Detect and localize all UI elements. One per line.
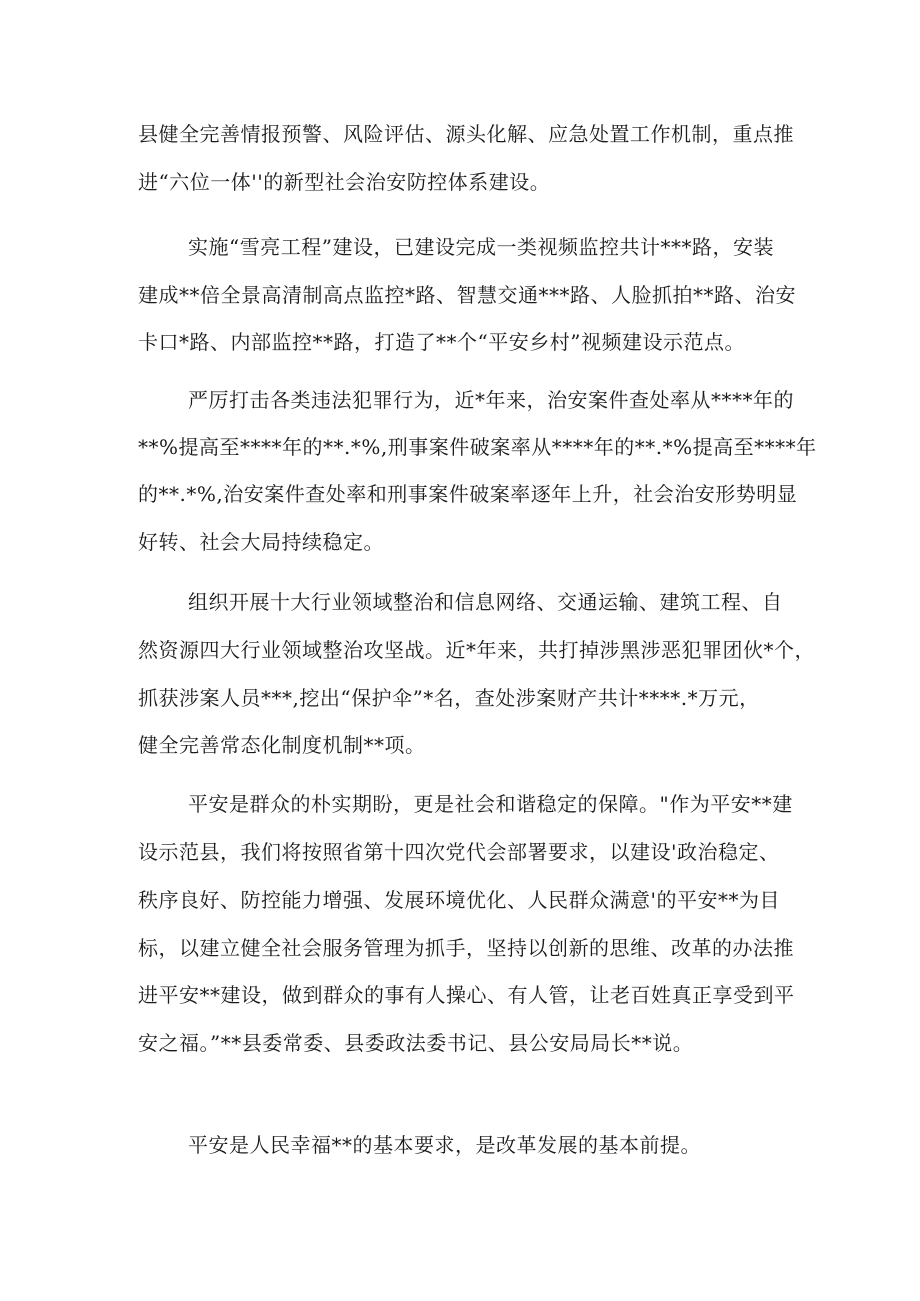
text-line: 进平安**建设，做到群众的事有人操心、有人管，让老百姓真正享受到平: [138, 983, 795, 1007]
text-line: 平安是群众的朴实期盼，更是社会和谐稳定的保障。"作为平安**建: [188, 792, 793, 816]
text-line: 设示范县，我们将按照省第十四次党代会部署要求，以建设'政治稳定、: [138, 840, 780, 864]
text-line: 组织开展十大行业领域整治和信息网络、交通运输、建筑工程、自: [188, 590, 783, 614]
text-line: 县健全完善情报预警、风险评估、源头化解、应急处置工作机制，重点推: [138, 122, 794, 146]
text-line: 严厉打击各类违法犯罪行为，近*年来，治安案件查处率从****年的: [188, 388, 794, 412]
text-line: 然资源四大行业领域整治攻坚战。近*年来，共打掉涉黑涉恶犯罪团伙*个，: [138, 638, 815, 662]
text-line: 秩序良好、防控能力增强、发展环境优化、人民群众满意'的平安**为目: [138, 888, 780, 912]
text-line: 进“六位一体''的新型社会治安防控体系建设。: [138, 170, 551, 194]
text-line: 的**.*%,治安案件查处率和刑事案件破案率逐年上升，社会治安形势明显: [138, 482, 798, 506]
text-line: **%提高至****年的**.*%,刑事案件破案率从****年的**.*%提高至****年: [138, 435, 817, 459]
text-line: 安之福。”**县委常委、县委政法委书记、县公安局局长**说。: [138, 1031, 694, 1055]
text-line: 建成**倍全景高清制高点监控*路、智慧交通***路、人脸抓拍**路、治安: [138, 283, 796, 307]
text-line: 标，以建立健全社会服务管理为抓手，坚持以创新的思维、改革的办法推: [138, 936, 794, 960]
text-line: 平安是人民幸福**的基本要求，是改革发展的基本前提。: [188, 1133, 701, 1157]
text-line: 好转、社会大局持续稳定。: [138, 530, 384, 554]
text-line: 抓获涉案人员***,挖出“保护伞”*名，查处涉案财产共计****.*万元，: [138, 686, 760, 710]
text-line: 健全完善常态化制度机制**项。: [138, 733, 426, 757]
text-line: 卡口*路、内部监控**路，打造了**个“平安乡村”视频建设示范点。: [138, 330, 745, 354]
text-line: 实施“雪亮工程”建设，已建设完成一类视频监控共计***路，安装: [188, 235, 774, 259]
